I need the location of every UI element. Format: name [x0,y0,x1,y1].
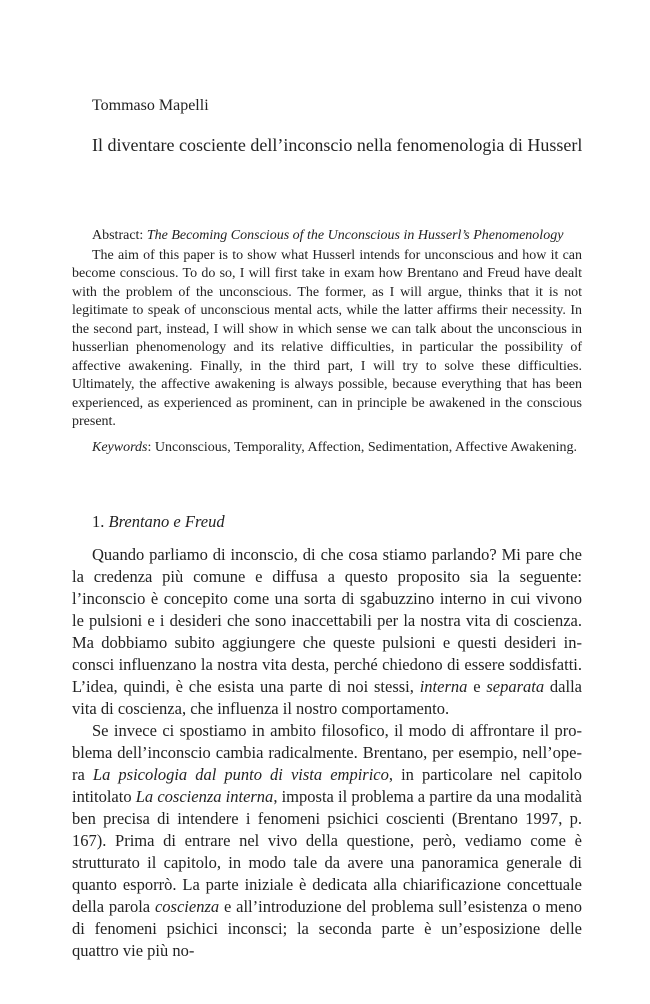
keywords [72,439,582,458]
paragraph [72,544,582,720]
abstract-english-title: The Becoming Conscious of the Unconscious in Husserl’s Phenomenology [146,228,564,243]
text-run: , in particolare nel capitolo intitolato [72,765,582,806]
text-run: dalla vita di coscienza, che influenza il nostro comportamento. [72,677,583,718]
section-name: Brentano e Freud [108,512,225,531]
emphasis: separata [486,677,545,696]
keywords-list: : Unconscious, Temporality, Affection, Sedimentation, Affective Awakening. [147,439,578,455]
text-run: Quando parliamo di inconscio, di che cosa stiamo parlando? Mi pare che la credenza più comune e diffusa a questo proposito sia la seguente: l’inconscio è concepito come una sorta di sgabuzzino interno in cui vivono le pulsioni e i desideri che sono inaccettabili per la nostra vita di coscienza. Ma dobbiamo subito aggiungere che queste pulsioni e questi desideri inconsci influenzano la nostra vita desta, perché chiedono di essere soddisfatti. L’idea, quindi, è che esista una parte di noi stessi, [72,545,582,696]
text-run: e all’introduzione del problema sull’esistenza o meno di fenomeni psichici inconsci; la seconda parte è un’esposizione delle quattro vie più no- [72,897,583,960]
body-text [72,544,582,962]
abstract-label: Abstract: [92,228,147,243]
section-number: 1. [92,512,109,531]
abstract-body: The aim of this paper is to show what Husserl intends for unconscious and how it can become conscious. To do so, I will first take in exam how Brentano and Freud have dealt with the problem of the unconscious. The former, as I will argue, thinks that it is not legitimate to speak of unconscious mental acts, while the latter affirms their necessity. In the second part, instead, I will show in which sense we can talk about the unconscious in husserlian phenomenology and its relative difficulties, in particular the possibility of affective awakening. Finally, in the third part, I will try to solve these difficulties. Ultimately, the affective awakening is always possible, because everything that has been experienced, as experienced as prominent, can in principle be awakened in the conscious present. [72,247,582,429]
emphasis: coscienza [154,897,220,916]
abstract-heading [72,227,582,246]
section-heading [92,512,225,532]
chapter-title: La coscienza interna [135,787,274,806]
emphasis: interna [419,677,468,696]
abstract-block [72,227,582,457]
author-name: Tommaso Mapelli [92,97,209,114]
text-run: e [467,677,487,696]
book-title: La psicologia dal punto di vista empirico [92,765,389,784]
keywords-label: Keywords [92,439,148,455]
text-run: , imposta il problema a partire da una modalità ben precisa di intendere i fenomeni psichici coscienti (Brentano 1997, p. 167). Prima di entrare nel vivo della questione, però, vediamo come è strutturato il capitolo, in modo tale da avere una panoramica generale di quanto esporrò. La parte iniziale è dedicata alla chiarificazione concettuale della parola [72,787,582,916]
paragraph [72,720,582,962]
text-run: Se invece ci spostiamo in ambito filosofico, il modo di affrontare il problema dell’inconscio cambia radicalmente. Brentano, per esempio, nell’opera [72,721,582,784]
paper-title: Il diventare cosciente dell’inconscio nella fenomenologia di Husserl [92,135,583,155]
